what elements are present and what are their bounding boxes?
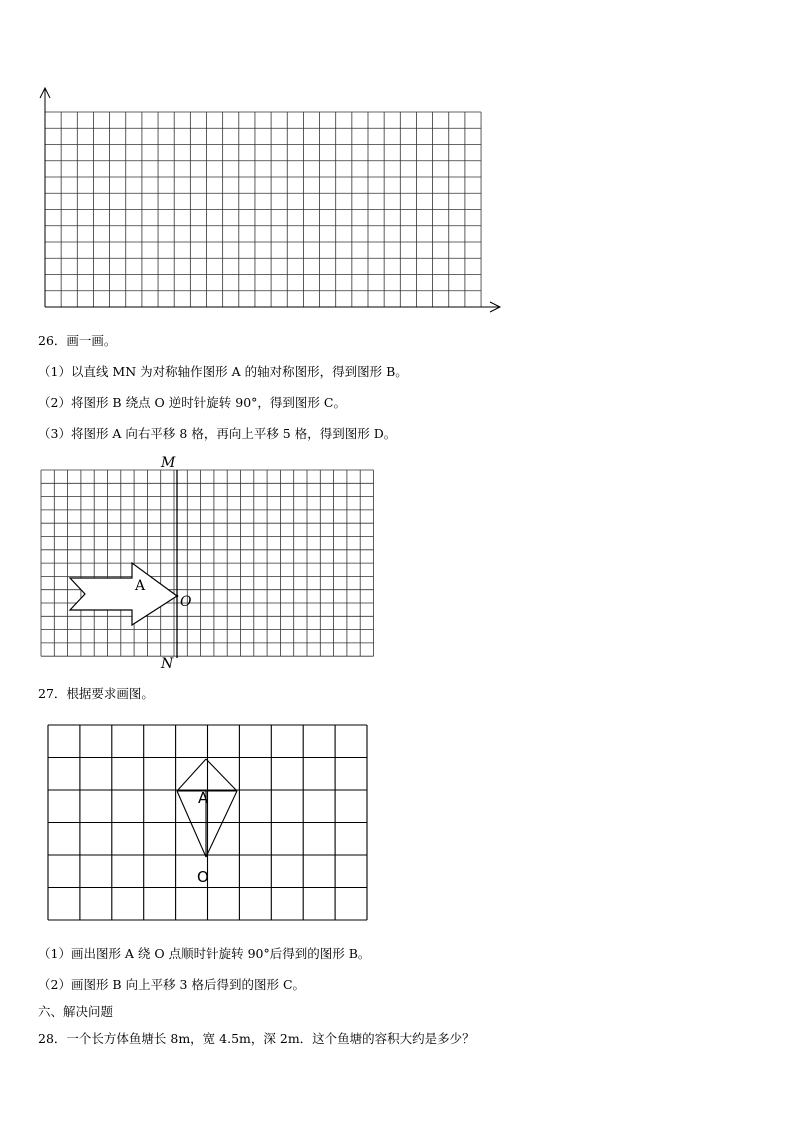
q28-title: 28．一个长方体鱼塘长 8m，宽 4.5m，深 2m．这个鱼塘的容积大约是多少？ xyxy=(38,1031,475,1046)
section-title: 六、解决问题 xyxy=(38,1004,114,1019)
q26-item-3: （3）将图形 A 向右平移 8 格，再向上平移 5 格，得到图形 D。 xyxy=(38,426,397,441)
label-m: M xyxy=(161,455,176,471)
kite-label-o: O xyxy=(197,868,209,886)
label-n: N xyxy=(161,656,174,672)
label-o: O xyxy=(180,594,192,610)
q26-title: 26．画一画。 xyxy=(38,333,117,348)
q27-item-1: （1）画出图形 A 绕 O 点顺时针旋转 90°后得到的图形 B。 xyxy=(38,946,371,961)
kite-label-a: A xyxy=(198,789,209,807)
q27-title: 27．根据要求画图。 xyxy=(38,686,154,701)
label-a: A xyxy=(135,578,146,594)
q26-item-1: （1）以直线 MN 为对称轴作图形 A 的轴对称图形，得到图形 B。 xyxy=(38,364,408,379)
q27-item-2: （2）画图形 B 向上平移 3 格后得到的图形 C。 xyxy=(38,977,306,992)
q26-item-2: （2）将图形 B 绕点 O 逆时针旋转 90°，得到图形 C。 xyxy=(38,395,346,410)
